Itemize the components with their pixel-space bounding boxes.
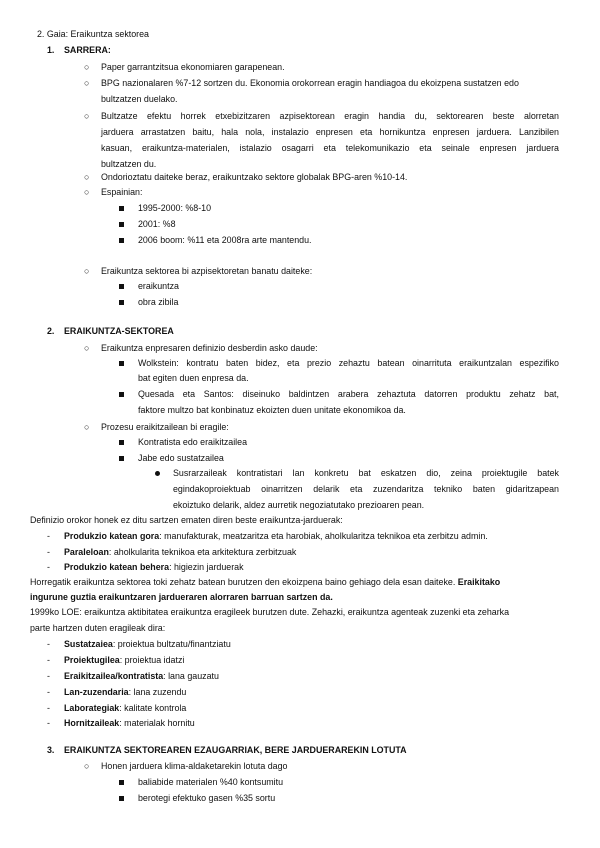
s1-point-5: Espainian: — [101, 187, 143, 197]
hollow-bullet-icon: ○ — [84, 761, 90, 771]
square-bullet-icon — [119, 361, 124, 366]
excluded-item-2 — [64, 546, 296, 559]
excluded-item-3 — [64, 561, 244, 574]
agent-text: : proiektua bultzatu/finantziatu — [112, 639, 231, 649]
square-bullet-icon — [119, 456, 124, 461]
agent-text: : materialak hornitu — [119, 718, 195, 728]
dash-bullet-icon: - — [47, 531, 50, 541]
dash-bullet-icon: - — [47, 703, 50, 713]
horregatik-line-2: ingurune guztia eraikuntzaren jardueraren alorraren barruan sartzen da. — [30, 592, 333, 602]
spain-item-1: 1995-2000: %8-10 — [138, 203, 212, 213]
dash-bullet-icon: - — [47, 639, 50, 649]
horregatik-bold-start: Eraikitako — [457, 577, 501, 587]
s1-point-3-line-4: bultzatzen du. — [101, 159, 157, 169]
agent-label: Lan-zuzendaria — [64, 687, 129, 697]
round-bullet-icon — [155, 471, 160, 476]
square-bullet-icon — [119, 392, 124, 397]
spain-item-3: 2006 boom: %11 eta 2008ra arte mantendu. — [138, 235, 312, 245]
agent-item-1: Kontratista edo eraikitzailea — [138, 437, 248, 447]
quesada-line-1: Quesada eta Santos: diseinuko baldintzen arabera zehaztuta datorren produktu zehatz bat, — [138, 389, 559, 399]
sustatzaile-line-3: ekoiztuko delarik, aldez aurretik negoziatutako prezioaren pean. — [173, 500, 425, 510]
square-bullet-icon — [119, 222, 124, 227]
s2-point-1: Eraikuntza enpresaren definizio desberdin asko daude: — [101, 343, 318, 353]
wolkstein-line-2: bat egiten duen enpresa da. — [138, 373, 249, 383]
agent-label: Hornitzaileak — [64, 718, 120, 728]
hollow-bullet-icon: ○ — [84, 422, 90, 432]
agent-text: : lana gauzatu — [163, 671, 219, 681]
excluded-item-2-text: : aholkularita teknikoa eta arkitektura zerbitzuak — [108, 547, 297, 557]
agent-list-item — [64, 670, 219, 683]
loe-line-2: parte hartzen duten eragileak dira: — [30, 623, 166, 633]
square-bullet-icon — [119, 284, 124, 289]
section-1-number: 1. — [47, 45, 55, 55]
hollow-bullet-icon: ○ — [84, 266, 90, 276]
agent-list-item — [64, 702, 186, 715]
square-bullet-icon — [119, 796, 124, 801]
hollow-bullet-icon: ○ — [84, 172, 90, 182]
hollow-bullet-icon: ○ — [84, 78, 90, 88]
dash-bullet-icon: - — [47, 562, 50, 572]
dash-bullet-icon: - — [47, 718, 50, 728]
agent-list-item — [64, 717, 195, 730]
square-bullet-icon — [119, 206, 124, 211]
square-bullet-icon — [119, 238, 124, 243]
excluded-item-1 — [64, 530, 488, 543]
s1-point-2-line-2: bultzatzen duelako. — [101, 94, 178, 104]
dash-bullet-icon: - — [47, 547, 50, 557]
section-2-title: ERAIKUNTZA-SEKTOREA — [64, 326, 174, 336]
agent-list-item — [64, 654, 184, 667]
agent-label: Proiektugilea — [64, 655, 120, 665]
excluded-item-2-label: Paraleloan — [64, 547, 109, 557]
s3-point-1: Honen jarduera klima-aldaketarekin lotuta dago — [101, 761, 288, 771]
dash-bullet-icon: - — [47, 687, 50, 697]
section-3-title: ERAIKUNTZA SEKTOREAREN EZAUGARRIAK, BERE JARDUERAREKIN LOTUTA — [64, 745, 407, 755]
s1-point-6: Eraikuntza sektorea bi azpisektoretan banatu daiteke: — [101, 266, 313, 276]
section-1-title: SARRERA: — [64, 45, 111, 55]
square-bullet-icon — [119, 780, 124, 785]
s1-point-2-line-1: BPG nazionalaren %7-12 sortzen du. Ekonomia orokorrean eragin handiagoa du ekoizpena sustatzen edo — [101, 78, 519, 88]
definition-intro: Definizio orokor honek ez ditu sartzen ematen diren beste eraikuntza-jarduerak: — [30, 515, 343, 525]
s1-point-1: Paper garrantzitsua ekonomiaren garapenean. — [101, 62, 285, 72]
hollow-bullet-icon: ○ — [84, 62, 90, 72]
climate-item-1: baliabide materialen %40 kontsumitu — [138, 777, 284, 787]
subsector-item-1: eraikuntza — [138, 281, 179, 291]
agent-text: : lana zuzendu — [128, 687, 187, 697]
dash-bullet-icon: - — [47, 655, 50, 665]
section-2-number: 2. — [47, 326, 55, 336]
document-heading: 2. Gaia: Eraikuntza sektorea — [37, 29, 149, 39]
excluded-item-1-label: Produkzio katean gora — [64, 531, 160, 541]
agent-list-item — [64, 686, 186, 699]
square-bullet-icon — [119, 440, 124, 445]
agent-item-2: Jabe edo sustatzailea — [138, 453, 224, 463]
sustatzaile-line-2: egindakoproiektuab oinarritzen delarik eta zuzendaritza tekniko baten gidaritzapean — [173, 484, 559, 494]
sustatzaile-line-1: Susrarzaileak kontratistari lan konkretu bat eskatzen dio, zeina proiektugile batek — [173, 468, 559, 478]
agent-label: Eraikitzailea/kontratista — [64, 671, 164, 681]
s1-point-3-line-1: Bultzatze efektu horrek etxebizitzaren azpisektorean eragin handia du, sektorearen beste alorretan — [101, 111, 559, 121]
climate-item-2: berotegi efektuko gasen %35 sortu — [138, 793, 276, 803]
section-3-number: 3. — [47, 745, 55, 755]
agent-text: : proiektua idatzi — [119, 655, 185, 665]
hollow-bullet-icon: ○ — [84, 343, 90, 353]
agent-list-item — [64, 638, 231, 651]
excluded-item-3-text: : higiezin jarduerak — [169, 562, 244, 572]
horregatik-text: Horregatik eraikuntza sektorea toki zehatz batean burutzen den ekoizpena baino gehiago dela esan daiteke. — [30, 577, 456, 587]
loe-line-1: 1999ko LOE: eraikuntza aktibitatea eraikuntza eragileek burutzen dute. Zehazki, eraikuntza agenteak zuzenki eta zeharka — [30, 607, 510, 617]
excluded-item-3-label: Produkzio katean behera — [64, 562, 170, 572]
horregatik-line-1 — [30, 576, 500, 589]
s1-point-3-line-3: kasuan, eraikuntza-materialen, istalazio osagarri eta telekomunikazio eta seinale enpresen jarduera — [101, 143, 559, 153]
subsector-item-2: obra zibila — [138, 297, 179, 307]
agent-text: : kalitate kontrola — [119, 703, 187, 713]
agent-label: Sustatzaiea — [64, 639, 113, 649]
s1-point-4: Ondorioztatu daiteke beraz, eraikuntzako sektore globalak BPG-aren %10-14. — [101, 172, 408, 182]
hollow-bullet-icon: ○ — [84, 111, 90, 121]
excluded-item-1-text: : manufakturak, meatzaritza eta harobiak, aholkularitza teknikoa eta zerbitzu admin. — [159, 531, 488, 541]
s2-point-2: Prozesu eraikitzailean bi eragile: — [101, 422, 229, 432]
quesada-line-2: faktore multzo bat konbinatuz ekoizten duen unitate ekonomikoa da. — [138, 405, 406, 415]
wolkstein-line-1: Wolkstein: kontratu baten bidez, eta prezio zehaztu batean oinarrituta eraikuntzalan espezifiko — [138, 358, 559, 368]
dash-bullet-icon: - — [47, 671, 50, 681]
spain-item-2: 2001: %8 — [138, 219, 176, 229]
square-bullet-icon — [119, 300, 124, 305]
hollow-bullet-icon: ○ — [84, 187, 90, 197]
s1-point-3-line-2: jarduera arrastatzen baitu, hala nola, instalazio enpresen eta hornikuntza enpresen jarduera. Lanzibilen — [101, 127, 559, 137]
agent-label: Laborategiak — [64, 703, 120, 713]
